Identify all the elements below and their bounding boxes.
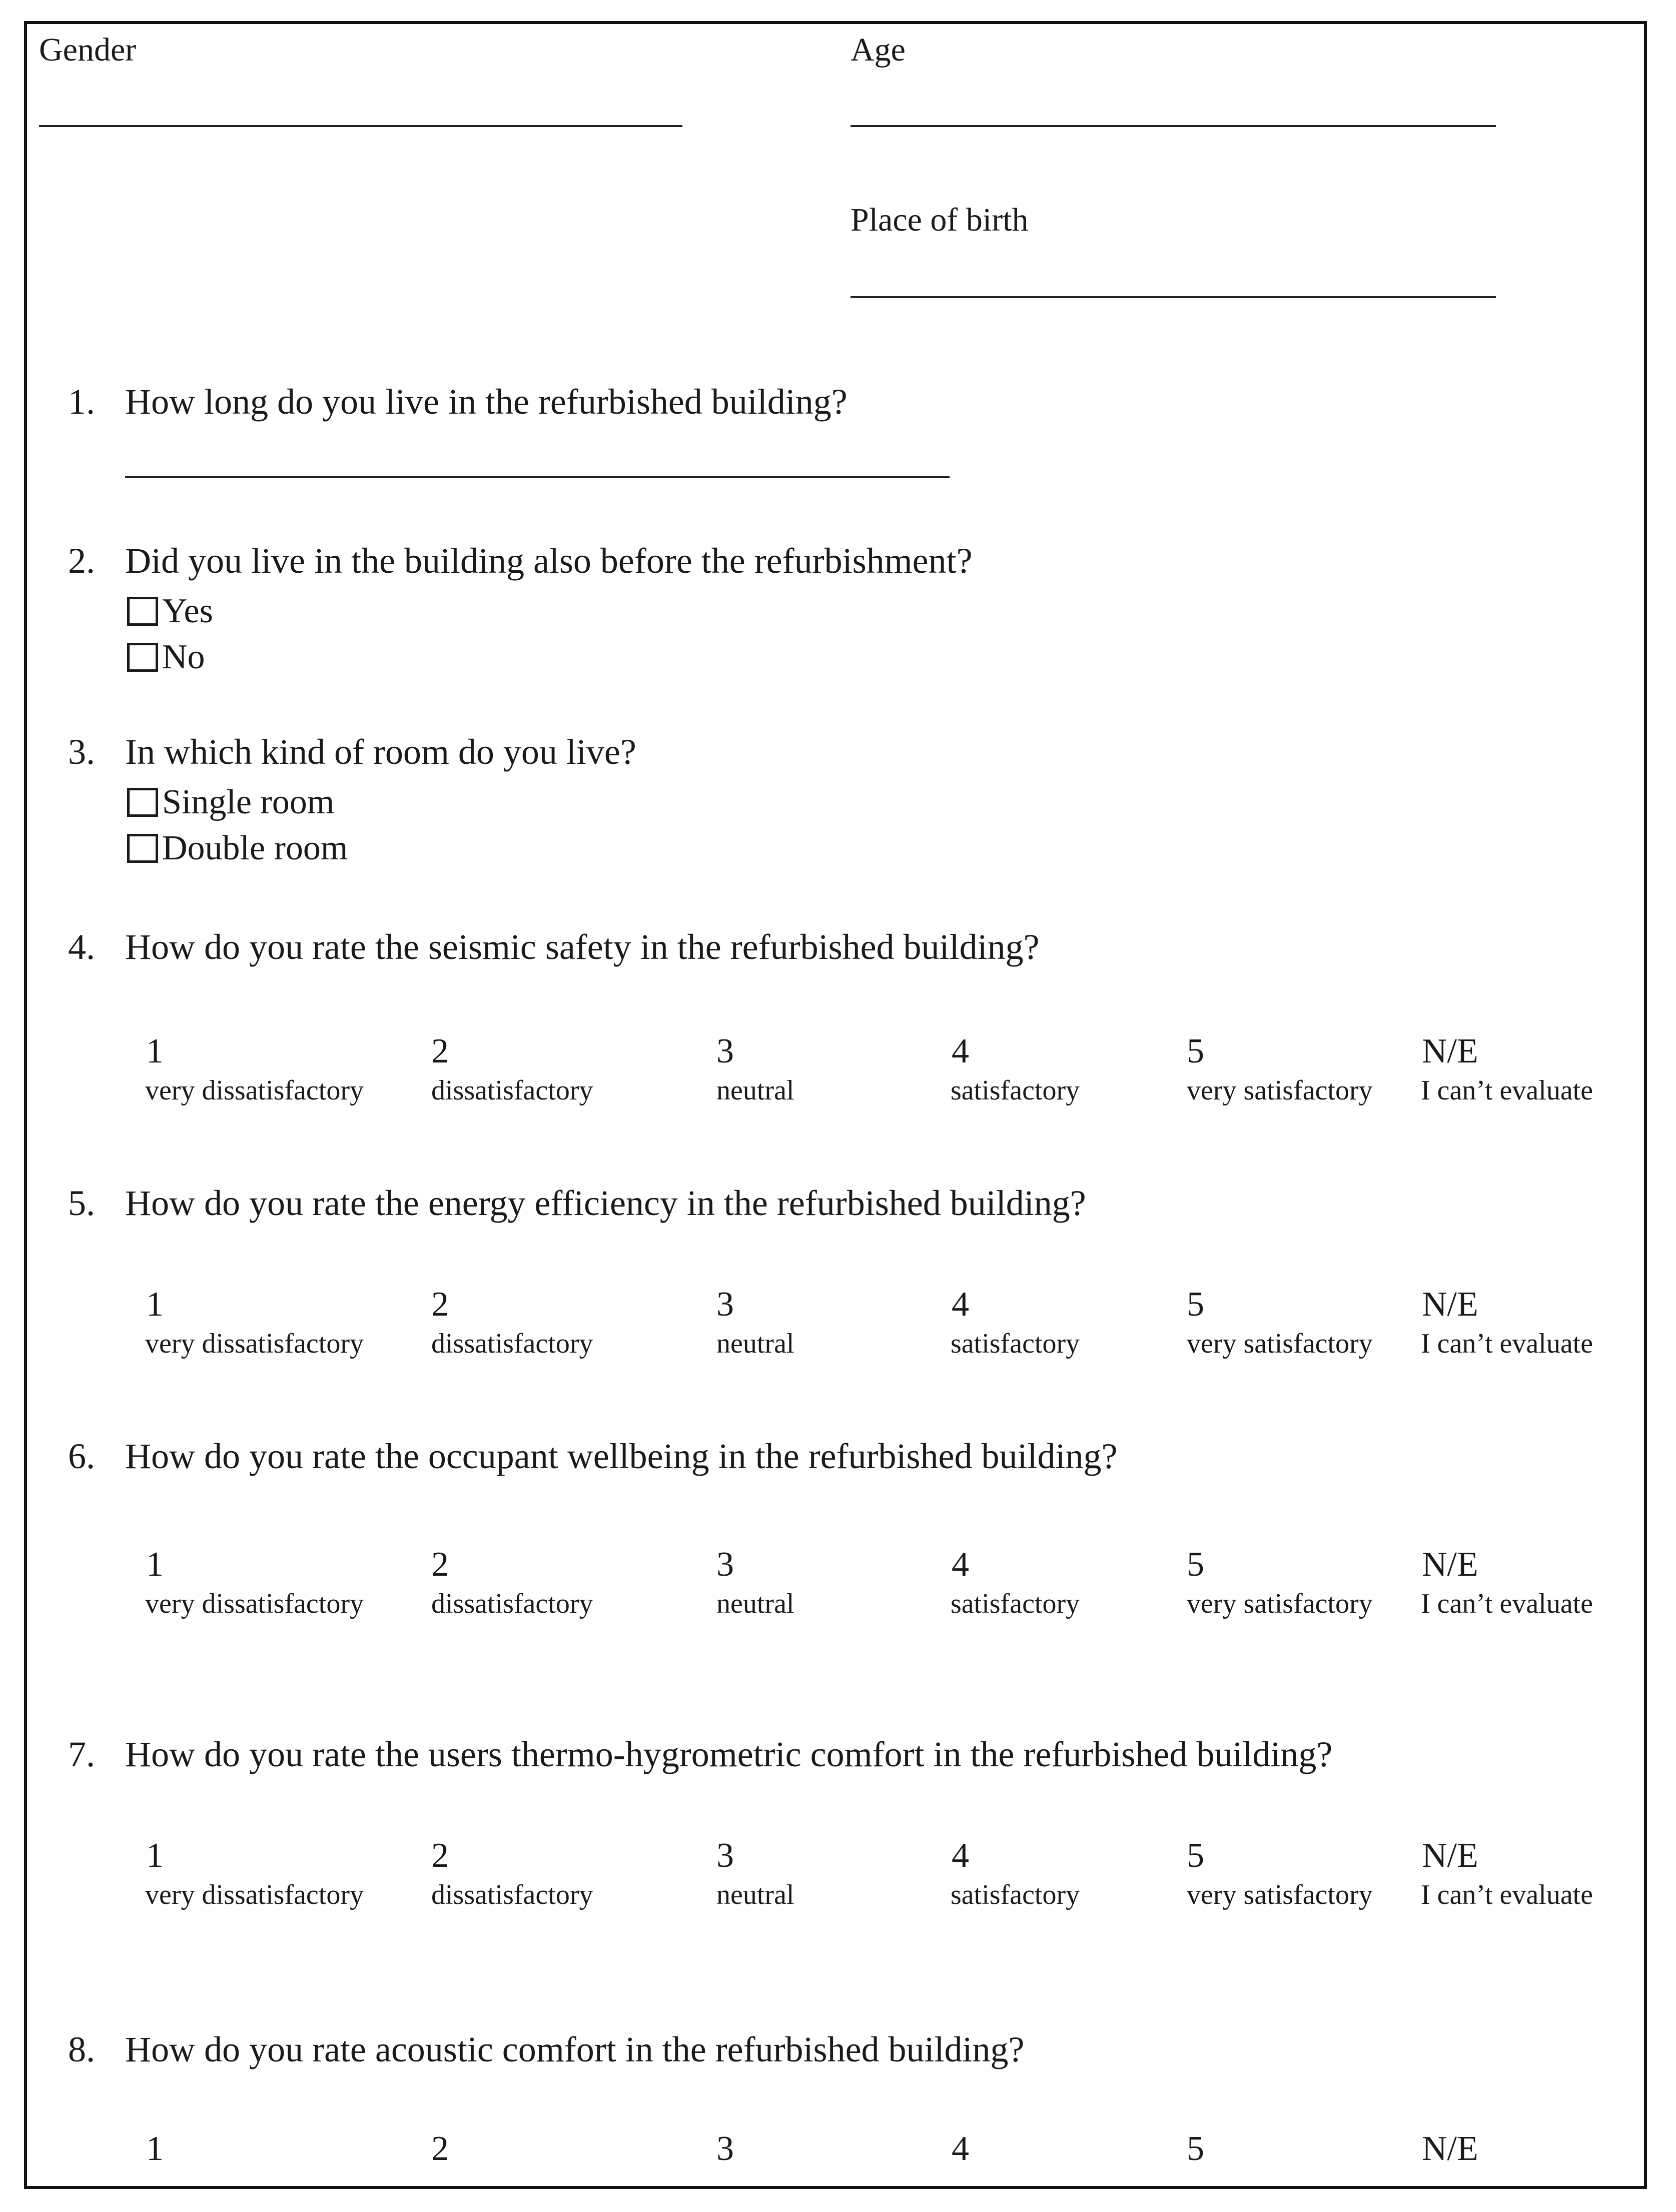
scale-label: very dissatisfactory xyxy=(145,1328,364,1359)
scale-value[interactable]: 3 xyxy=(716,1545,734,1584)
scale-value[interactable]: 4 xyxy=(952,1836,969,1875)
scale-value[interactable]: 5 xyxy=(1187,1032,1204,1070)
question-number: 5. xyxy=(68,1183,95,1223)
scale-value[interactable]: 4 xyxy=(952,2129,969,2168)
checkbox[interactable] xyxy=(127,597,158,626)
scale-value[interactable]: 1 xyxy=(146,1545,164,1584)
option-yes[interactable] xyxy=(127,591,213,631)
scale-value[interactable]: 4 xyxy=(952,1545,969,1584)
scale-label: neutral xyxy=(716,1879,794,1910)
scale-label: I can’t evaluate xyxy=(1421,1588,1593,1619)
place-of-birth-label: Place of birth xyxy=(851,202,1029,238)
place-of-birth-input-line[interactable] xyxy=(851,296,1496,298)
question-number: 6. xyxy=(68,1436,95,1476)
scale-value[interactable]: 1 xyxy=(146,1285,164,1324)
scale-value[interactable]: 4 xyxy=(952,1285,969,1324)
scale-label: neutral xyxy=(716,1328,794,1359)
checkbox[interactable] xyxy=(127,643,158,672)
age-label: Age xyxy=(851,32,906,68)
question-number: 4. xyxy=(68,927,95,967)
scale-value[interactable]: 1 xyxy=(146,1032,164,1070)
option-double-room[interactable] xyxy=(127,828,348,868)
scale-label: very satisfactory xyxy=(1187,1588,1373,1619)
checkbox[interactable] xyxy=(127,788,158,817)
option-no[interactable] xyxy=(127,637,205,677)
scale-label: very dissatisfactory xyxy=(145,1075,364,1106)
scale-value[interactable]: 3 xyxy=(716,1032,734,1070)
scale-value[interactable]: 5 xyxy=(1187,1545,1204,1584)
question-number: 1. xyxy=(68,382,95,422)
question-text: How do you rate acoustic comfort in the refurbished building? xyxy=(125,2029,1025,2069)
question-text: How do you rate the users thermo-hygrometric comfort in the refurbished building? xyxy=(125,1734,1333,1774)
question-text: In which kind of room do you live? xyxy=(125,732,636,772)
scale-label: dissatisfactory xyxy=(431,1328,593,1359)
scale-label: I can’t evaluate xyxy=(1421,1328,1593,1359)
scale-label: very dissatisfactory xyxy=(145,1879,364,1910)
scale-value[interactable]: 5 xyxy=(1187,1836,1204,1875)
scale-value[interactable]: 3 xyxy=(716,1285,734,1324)
question-text: How long do you live in the refurbished building? xyxy=(125,382,848,422)
scale-label: I can’t evaluate xyxy=(1421,1075,1593,1106)
scale-value[interactable]: 3 xyxy=(716,2129,734,2168)
gender-input-line[interactable] xyxy=(39,125,682,127)
scale-label: very dissatisfactory xyxy=(145,1588,364,1619)
scale-value[interactable]: N/E xyxy=(1422,1836,1478,1875)
scale-label: dissatisfactory xyxy=(431,1879,593,1910)
scale-value[interactable]: 5 xyxy=(1187,1285,1204,1324)
scale-value[interactable]: 4 xyxy=(952,1032,969,1070)
scale-label: dissatisfactory xyxy=(431,1075,593,1106)
question-number: 3. xyxy=(68,732,95,772)
scale-label: satisfactory xyxy=(951,1328,1080,1359)
scale-label: very satisfactory xyxy=(1187,1075,1373,1106)
scale-value[interactable]: 1 xyxy=(146,2129,164,2168)
option-label: Double room xyxy=(162,829,348,867)
scale-label: neutral xyxy=(716,1075,794,1106)
scale-value[interactable]: 2 xyxy=(431,1032,449,1070)
scale-label: very satisfactory xyxy=(1187,1328,1373,1359)
scale-label: satisfactory xyxy=(951,1075,1080,1106)
scale-label: very satisfactory xyxy=(1187,1879,1373,1910)
question-number: 7. xyxy=(68,1734,95,1774)
question-text: How do you rate the seismic safety in the refurbished building? xyxy=(125,927,1040,967)
age-input-line[interactable] xyxy=(851,125,1496,127)
question-text: Did you live in the building also before the refurbishment? xyxy=(125,541,973,581)
question-number: 2. xyxy=(68,541,95,581)
scale-label: neutral xyxy=(716,1588,794,1619)
question-number: 8. xyxy=(68,2029,95,2069)
answer-input-line[interactable] xyxy=(125,476,950,478)
option-label: Yes xyxy=(162,592,213,630)
scale-value[interactable]: N/E xyxy=(1422,1032,1478,1070)
scale-value[interactable]: 1 xyxy=(146,1836,164,1875)
option-single-room[interactable] xyxy=(127,782,334,822)
scale-label: dissatisfactory xyxy=(431,1588,593,1619)
checkbox[interactable] xyxy=(127,834,158,863)
option-label: Single room xyxy=(162,783,335,821)
scale-value[interactable]: 2 xyxy=(431,2129,449,2168)
scale-value[interactable]: N/E xyxy=(1422,1285,1478,1324)
scale-value[interactable]: 2 xyxy=(431,1545,449,1584)
question-text: How do you rate the occupant wellbeing in the refurbished building? xyxy=(125,1436,1118,1476)
scale-label: satisfactory xyxy=(951,1879,1080,1910)
scale-value[interactable]: N/E xyxy=(1422,2129,1478,2168)
scale-label: I can’t evaluate xyxy=(1421,1879,1593,1910)
scale-value[interactable]: 5 xyxy=(1187,2129,1204,2168)
scale-value[interactable]: 2 xyxy=(431,1836,449,1875)
scale-value[interactable]: N/E xyxy=(1422,1545,1478,1584)
option-label: No xyxy=(162,638,205,676)
scale-value[interactable]: 3 xyxy=(716,1836,734,1875)
gender-label: Gender xyxy=(39,32,137,68)
scale-value[interactable]: 2 xyxy=(431,1285,449,1324)
scale-label: satisfactory xyxy=(951,1588,1080,1619)
question-text: How do you rate the energy efficiency in the refurbished building? xyxy=(125,1183,1086,1223)
